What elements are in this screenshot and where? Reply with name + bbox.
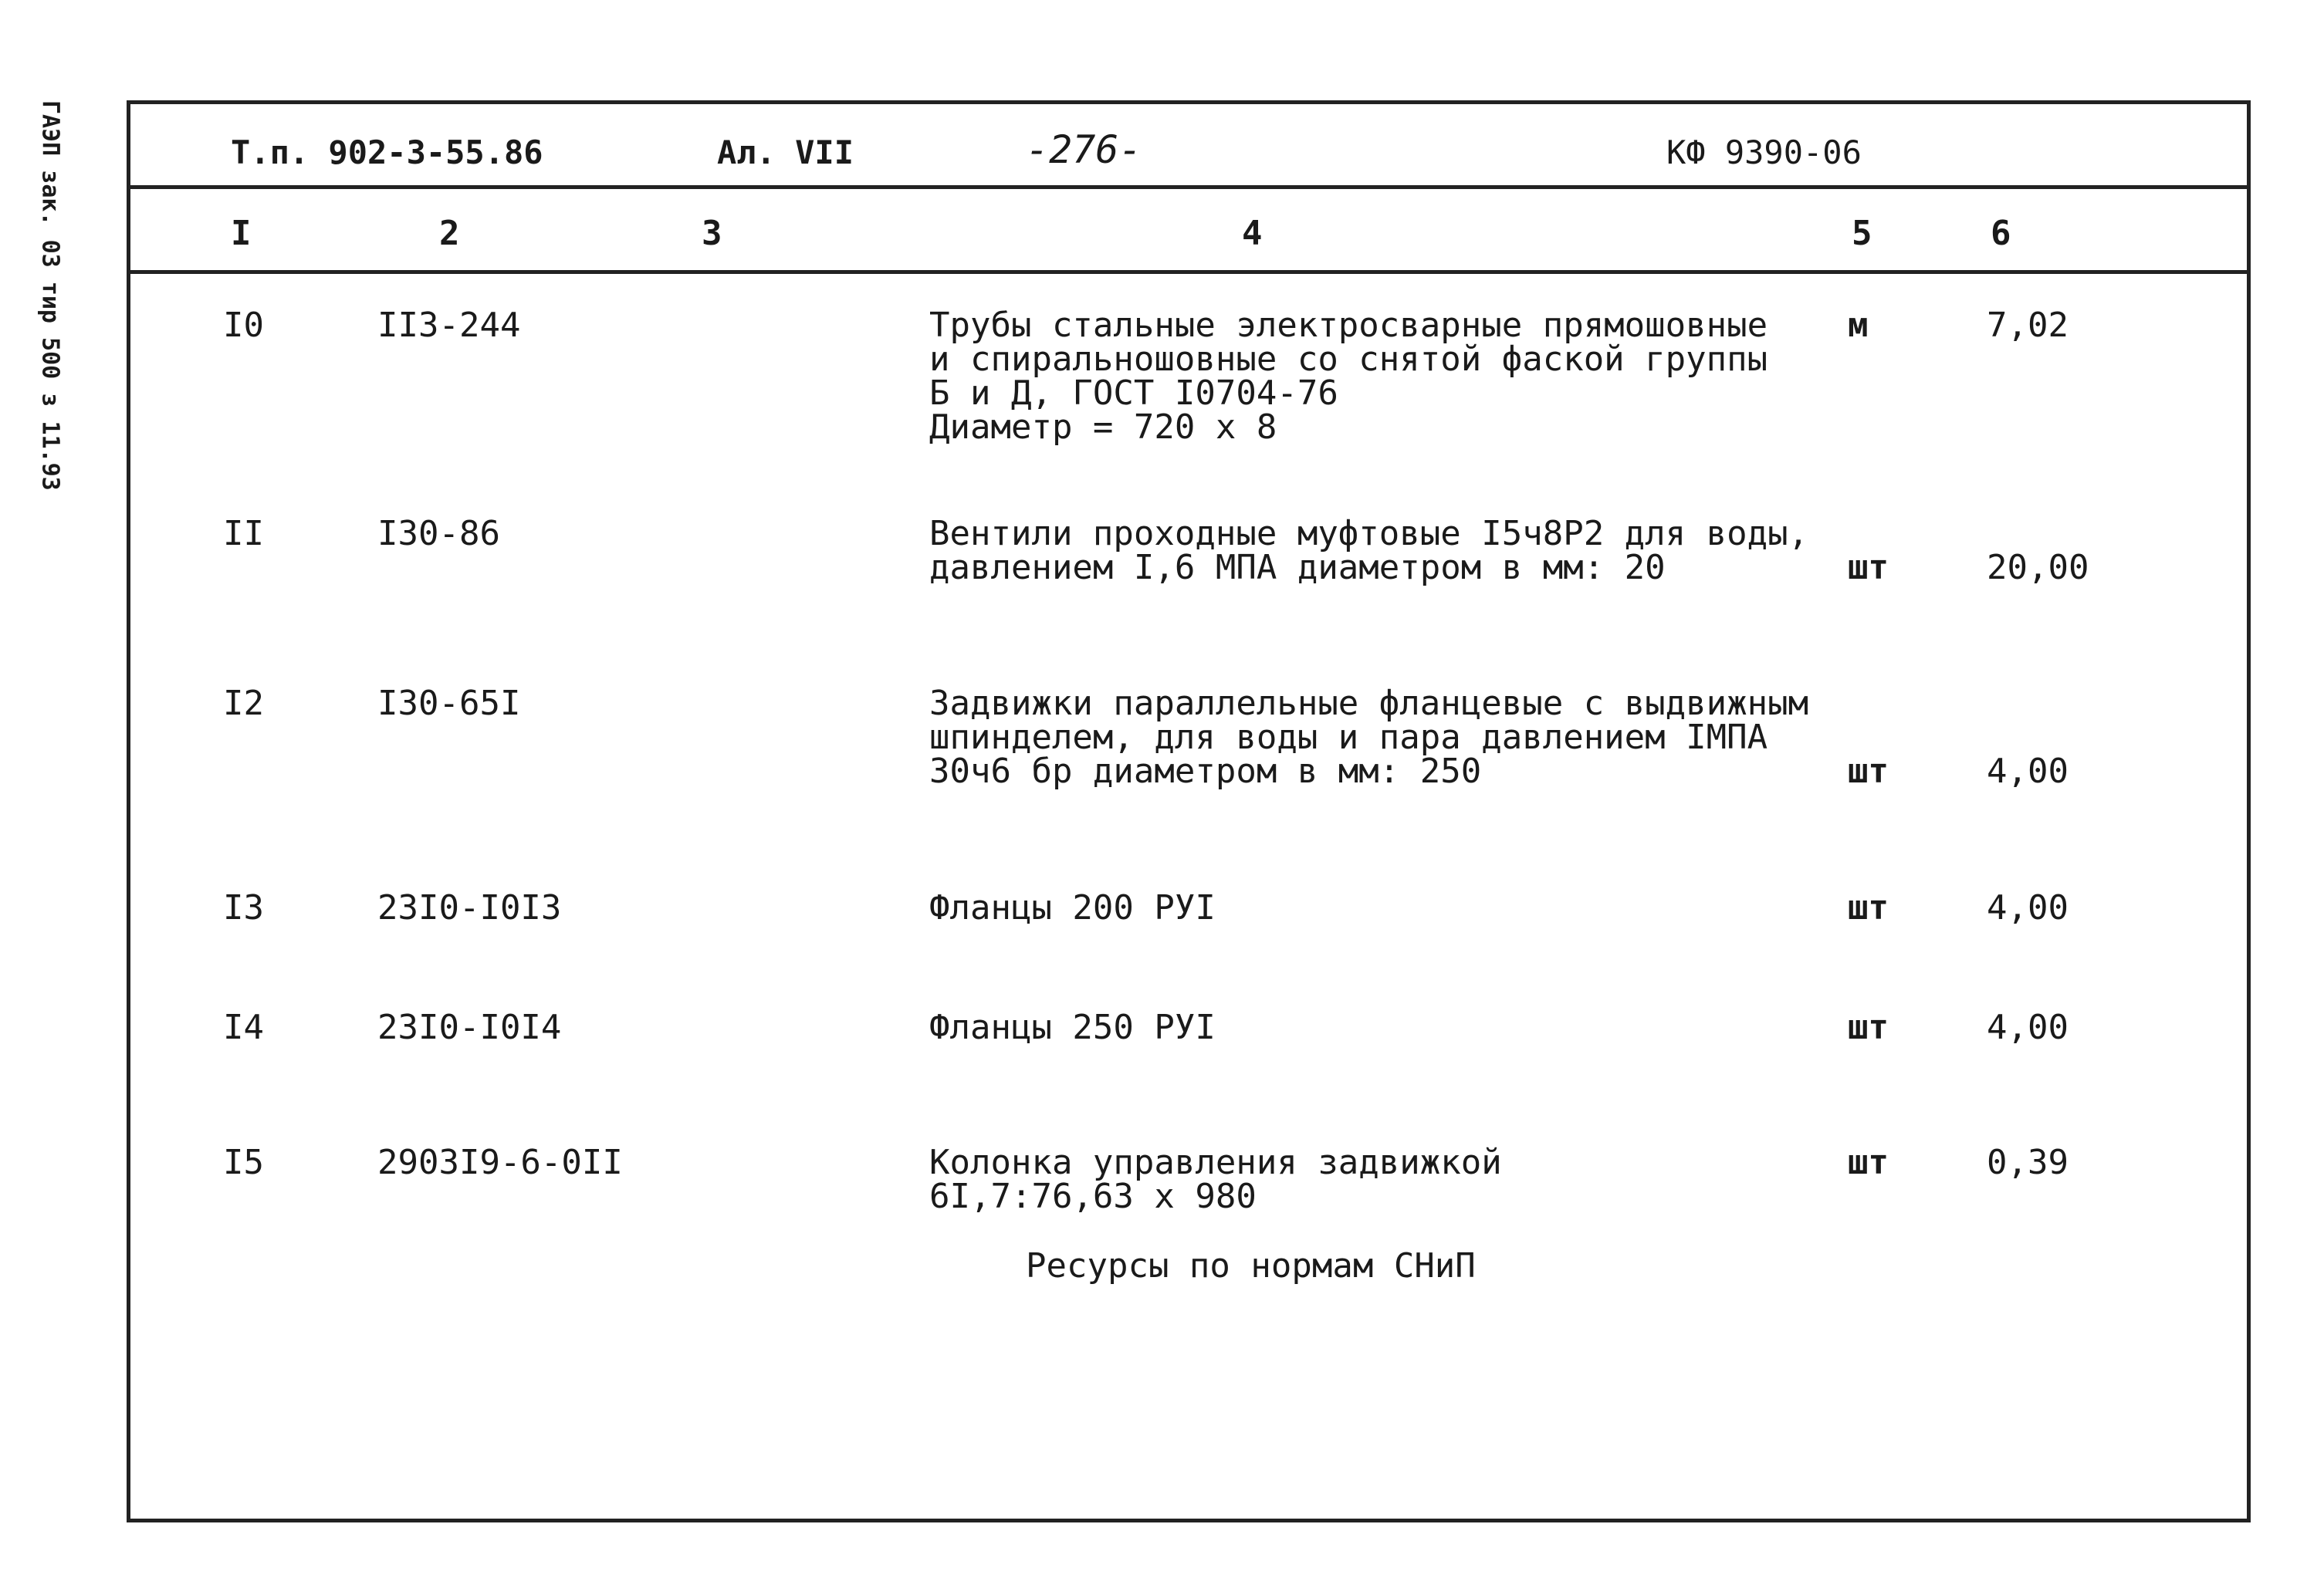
row-number: I2 [223, 684, 264, 723]
row-number: I3 [223, 888, 264, 928]
row-quantity: 0,39 [1987, 1143, 2069, 1182]
column-header-2: 2 [439, 214, 460, 253]
row-number: I4 [223, 1008, 264, 1047]
column-header-row [130, 189, 2247, 274]
row-description: Фланцы 250 РУI [929, 1008, 1216, 1047]
row-quantity: 4,00 [1987, 752, 2069, 791]
row-description: Задвижки параллельные фланцевые с выдвижным шпинделем, для воды и пара давлением IМПА 30ч6 бр диаметром в мм: 250 [929, 684, 1809, 791]
row-number: I0 [223, 306, 264, 345]
row-unit: шт [1848, 888, 1889, 928]
column-header-3: 3 [702, 214, 722, 253]
column-header-4: 4 [1242, 214, 1263, 253]
row-code: I30-65I [377, 684, 521, 723]
row-code: II3-244 [377, 306, 521, 345]
row-quantity: 4,00 [1987, 888, 2069, 928]
margin-note-text: ГАЭП зак. 03 тир 500 з 11.93 [36, 100, 64, 491]
document-frame [127, 100, 2251, 1522]
row-unit: шт [1848, 1143, 1889, 1182]
column-header-1: I [231, 214, 252, 253]
column-header-6: 6 [1991, 214, 2011, 253]
column-header-5: 5 [1852, 214, 1872, 253]
album-number: Ал. VII [717, 133, 854, 171]
row-unit: шт [1848, 1008, 1889, 1047]
row-description: Колонка управления задвижкой 6I,7:76,63 х 980 [929, 1143, 1502, 1216]
row-code: 23I0-I0I4 [377, 1008, 562, 1047]
row-description: Трубы стальные электросварные прямошовные и спиральношовные со снятой фаской группы Б и Д, ГОСТ I0704-76 Диаметр = 720 х 8 [929, 306, 1768, 447]
row-unit: м [1848, 306, 1869, 345]
header-row [130, 104, 2247, 189]
row-unit: шт [1848, 548, 1889, 587]
page-number: -276- [1026, 127, 1142, 172]
row-quantity: 4,00 [1987, 1008, 2069, 1047]
row-description: Вентили проходные муфтовые I5ч8Р2 для воды, давлением I,6 МПА диаметром в мм: 20 [929, 514, 1809, 587]
series-number: Т.п. 902-3-55.86 [231, 133, 543, 171]
row-description: Фланцы 200 РУI [929, 888, 1216, 928]
row-number: I5 [223, 1143, 264, 1182]
margin-note [23, 100, 77, 563]
resources-note: Ресурсы по нормам СНиП [1026, 1246, 1476, 1286]
row-code: 2903I9-6-0II [377, 1143, 623, 1182]
row-code: 23I0-I0I3 [377, 888, 562, 928]
row-code: I30-86 [377, 514, 500, 553]
row-number: II [223, 514, 264, 553]
row-quantity: 7,02 [1987, 306, 2069, 345]
row-quantity: 20,00 [1987, 548, 2089, 587]
document-code: КФ 9390-06 [1666, 133, 1862, 171]
row-unit: шт [1848, 752, 1889, 791]
